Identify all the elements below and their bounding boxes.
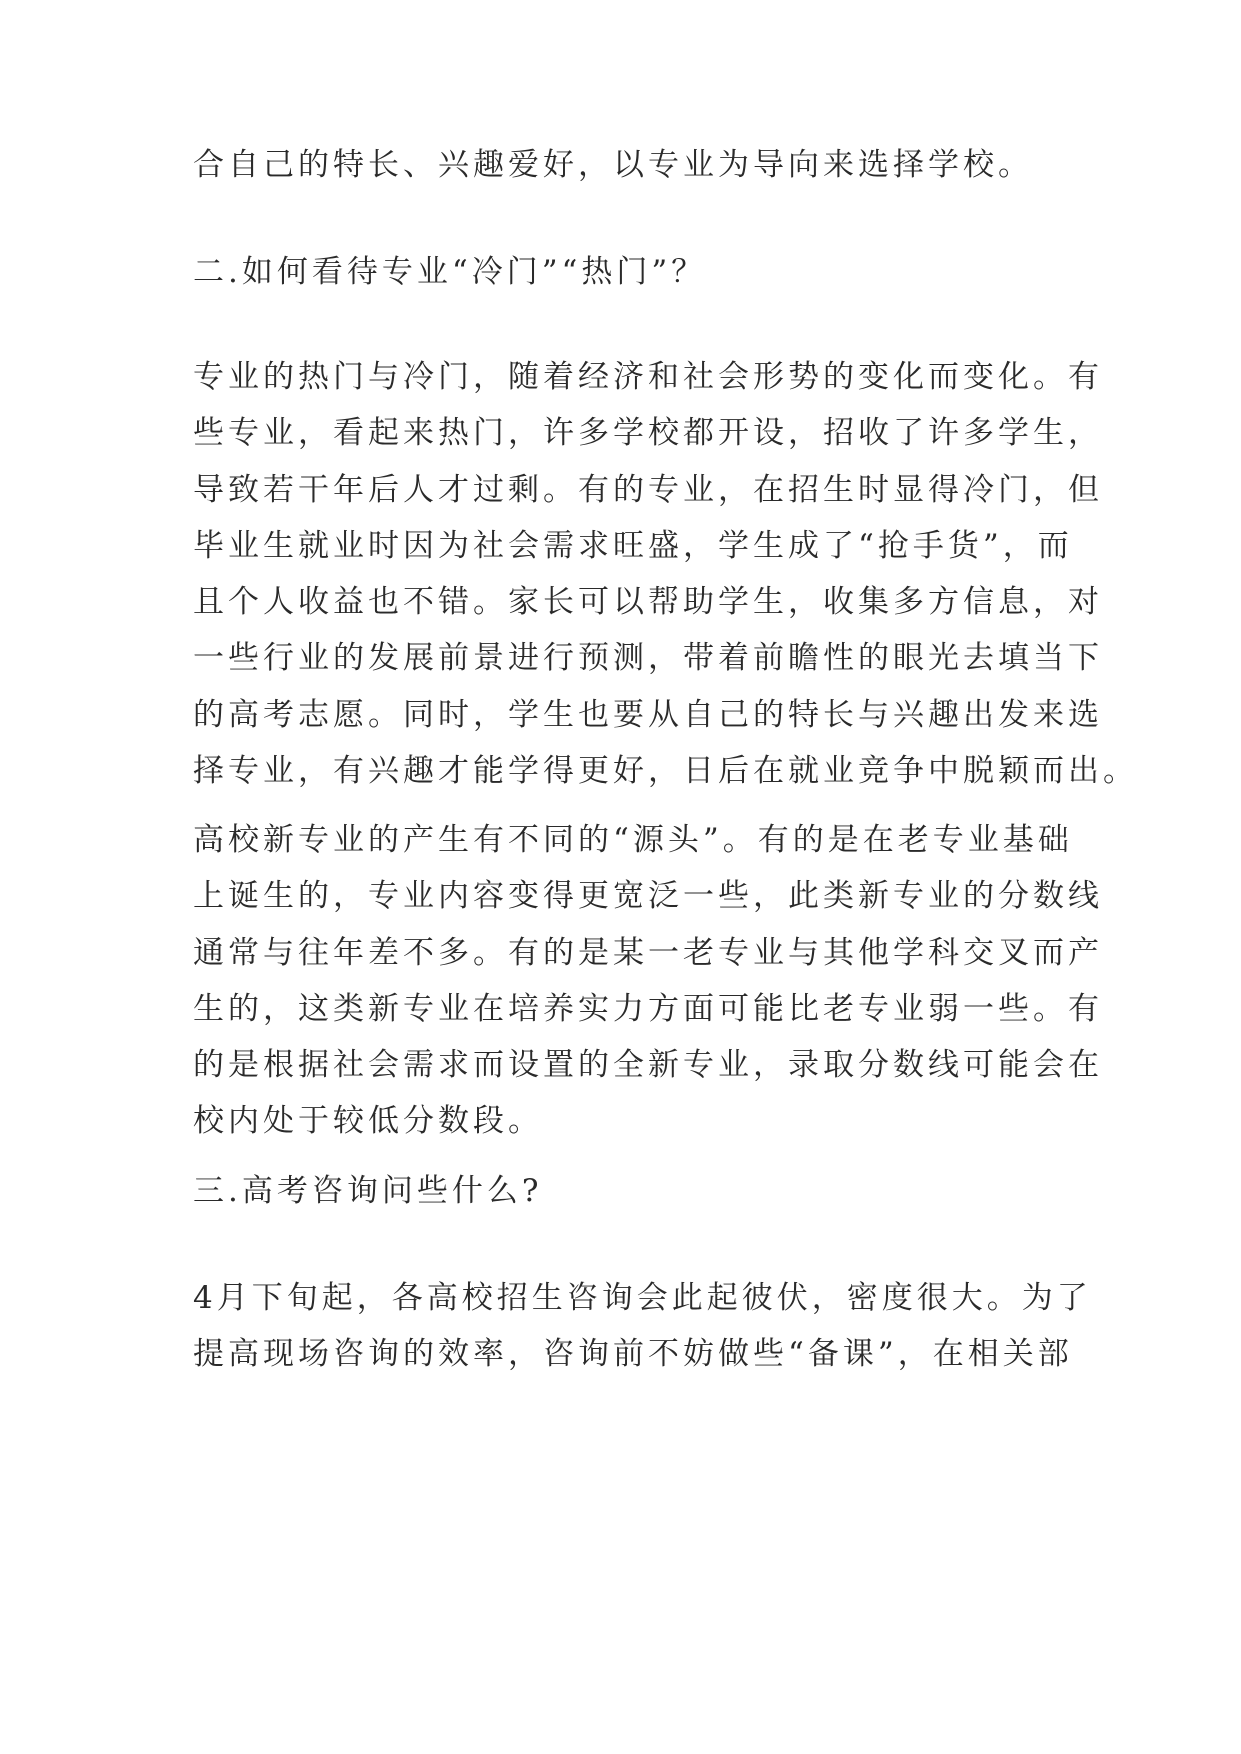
text-line: 专业的热门与冷门，随着经济和社会形势的变化而变化。有 [193,359,1103,395]
heading-text: 三.高考咨询问些什么? [193,1173,543,1209]
text-line: 合自己的特长、兴趣爱好，以专业为导向来选择学校。 [193,147,1033,183]
text-line: 些专业，看起来热门，许多学校都开设，招收了许多学生， [193,415,1103,452]
intro-fragment [193,137,1053,193]
text-line: 生的，这类新专业在培养实力方面可能比老专业弱一些。有 [193,990,1103,1027]
section-heading-2 [193,244,1053,300]
text-line: 校内处于较低分数段。 [193,1103,543,1140]
text-line: 的是根据社会需求而设置的全新专业，录取分数线可能会在 [193,1047,1103,1084]
text-line: 择专业，有兴趣才能学得更好，日后在就业竞争中脱颖而出。 [193,753,1138,790]
paragraph-consultation [193,1270,1092,1383]
paragraph-hot-cold-majors [193,349,1138,799]
text-line: 高校新专业的产生有不同的“源头”。有的是在老专业基础 [193,822,1073,858]
text-line: 毕业生就业时因为社会需求旺盛，学生成了“抢手货”，而 [193,527,1073,564]
text-line: 导致若干年后人才过剩。有的专业，在招生时显得冷门，但 [193,471,1103,508]
paragraph-new-majors [193,812,1103,1150]
text-line: 上诞生的，专业内容变得更宽泛一些，此类新专业的分数线 [193,878,1103,915]
text-line: 且个人收益也不错。家长可以帮助学生，收集多方信息，对 [193,584,1103,621]
text-line: 的高考志愿。同时，学生也要从自己的特长与兴趣出发来选 [193,696,1103,733]
section-heading-3 [193,1163,1053,1219]
text-line: 提高现场咨询的效率，咨询前不妨做些“备课”，在相关部 [193,1336,1073,1373]
text-line: 一些行业的发展前景进行预测，带着前瞻性的眼光去填当下 [193,640,1103,677]
text-line: 通常与往年差不多。有的是某一老专业与其他学科交叉而产 [193,934,1103,971]
heading-text: 二.如何看待专业“冷门”“热门”？ [193,254,707,290]
text-line: 4月下旬起，各高校招生咨询会此起彼伏，密度很大。为了 [193,1280,1092,1316]
